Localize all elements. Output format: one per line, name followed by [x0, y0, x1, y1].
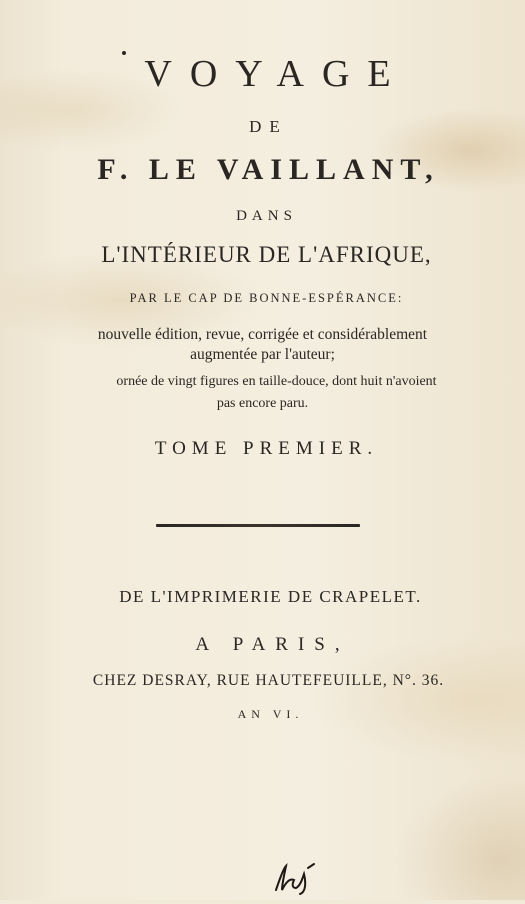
route-line: PAR LE CAP DE BONNE-ESPÉRANCE: [129, 291, 404, 305]
title-connector: DE [249, 117, 288, 136]
bookseller-line: CHEZ DESRAY, RUE HAUTEFEUILLE, N°. 36. [92, 672, 445, 689]
year-line: AN VI. [237, 707, 304, 721]
author-name: F. LE VAILLANT, [97, 153, 440, 186]
ornament-line-2: pas encore paru. [216, 396, 309, 411]
printer-line: DE L'IMPRIMERIE DE CRAPELET. [119, 587, 422, 606]
signature-mark [270, 860, 340, 896]
edition-line-1: nouvelle édition, revue, corrigée et considérablement [97, 326, 428, 343]
destination-line: L'INTÉRIEUR DE L'AFRIQUE, [101, 242, 432, 267]
city-line: A PARIS, [195, 634, 350, 655]
edition-line-2: augmentée par l'auteur; [190, 346, 335, 363]
book-title: VOYAGE [144, 53, 409, 95]
decorative-rule [156, 524, 360, 527]
volume-label: TOME PREMIER. [154, 438, 379, 459]
title-dans: DANS [236, 208, 297, 224]
handwritten-signature [270, 860, 340, 904]
ornament-line-1: ornée de vingt figures en taille-douce, dont huit n'avoient [116, 374, 437, 389]
